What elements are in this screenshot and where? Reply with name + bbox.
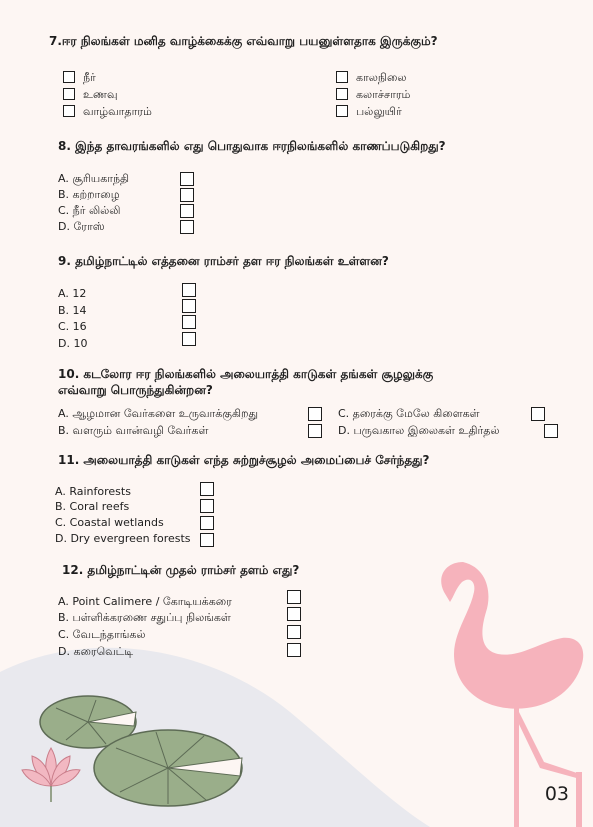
checkbox-q8-a[interactable] (180, 172, 194, 186)
option-q7-left-3: வாழ்வாதாரம் (83, 105, 152, 118)
option-q10-c: C. தரைக்கு மேலே கிளைகள் (338, 407, 480, 420)
checkbox-q12-d[interactable] (287, 643, 301, 657)
option-q9-d: D. 10 (58, 337, 88, 350)
checkbox-q10-c[interactable] (531, 407, 545, 421)
question-8: 8. இந்த தாவரங்களில் எது பொதுவாக ஈரநிலங்களில் காணப்படுகிறது? (58, 139, 446, 153)
option-q12-a: A. Point Calimere / கோடியக்கரை (58, 595, 232, 608)
checkbox-q7-left-2[interactable] (63, 88, 75, 100)
checkbox-q7-left-3[interactable] (63, 105, 75, 117)
checkbox-q9-b[interactable] (182, 299, 196, 313)
option-q9-a: A. 12 (58, 287, 87, 300)
option-q10-b: B. வளரும் வான்வழி வேர்கள் (58, 424, 209, 437)
option-q11-a: A. Rainforests (55, 485, 131, 498)
option-q12-d: D. கரைவெட்டி (58, 645, 134, 658)
option-q8-b: B. கற்றாழை (58, 188, 120, 201)
option-q11-d: D. Dry evergreen forests (55, 532, 191, 545)
question-10-line-1: 10. கடலோர ஈர நிலங்களில் அலையாத்தி காடுகள் தங்கள் சூழலுக்கு (58, 367, 434, 381)
checkbox-q10-b[interactable] (308, 424, 322, 438)
checkbox-q11-d[interactable] (200, 533, 214, 547)
checkbox-q8-b[interactable] (180, 188, 194, 202)
checkbox-q7-right-3[interactable] (336, 105, 348, 117)
question-12: 12. தமிழ்நாட்டின் முதல் ராம்சர் தளம் எது? (62, 563, 300, 577)
checkbox-q7-right-1[interactable] (336, 71, 348, 83)
option-q10-a: A. ஆழமான வேர்களை உருவாக்குகிறது (58, 407, 259, 420)
checkbox-q12-a[interactable] (287, 590, 301, 604)
checkbox-q9-d[interactable] (182, 332, 196, 346)
checkbox-q12-c[interactable] (287, 625, 301, 639)
option-q12-c: C. வேடந்தாங்கல் (58, 628, 146, 641)
checkbox-q7-left-1[interactable] (63, 71, 75, 83)
option-q7-right-1: காலநிலை (356, 71, 407, 84)
checkbox-q8-d[interactable] (180, 220, 194, 234)
checkbox-q7-right-2[interactable] (336, 88, 348, 100)
checkbox-q12-b[interactable] (287, 607, 301, 621)
option-q7-right-2: கலாச்சாரம் (356, 88, 411, 101)
option-q7-left-2: உணவு (83, 88, 118, 101)
option-q12-b: B. பள்ளிக்கரணை சதுப்பு நிலங்கள் (58, 611, 231, 624)
checkbox-q10-d[interactable] (544, 424, 558, 438)
checkbox-q11-c[interactable] (200, 516, 214, 530)
checkbox-q9-c[interactable] (182, 315, 196, 329)
question-11: 11. அலையாத்தி காடுகள் எந்த சுற்றுச்சூழல் அமைப்பைச் சேர்ந்தது? (58, 453, 430, 467)
checkbox-q9-a[interactable] (182, 283, 196, 297)
option-q7-right-3: பல்லுயிர் (356, 105, 402, 118)
checkbox-q10-a[interactable] (308, 407, 322, 421)
checkbox-q11-b[interactable] (200, 499, 214, 513)
flamingo-illustration (440, 562, 593, 827)
option-q9-c: C. 16 (58, 320, 87, 333)
question-9: 9. தமிழ்நாட்டில் எத்தனை ராம்சர் தள ஈர நிலங்கள் உள்ளன? (58, 254, 389, 268)
checkbox-q11-a[interactable] (200, 482, 214, 496)
option-q8-a: A. சூரியகாந்தி (58, 172, 130, 185)
option-q8-d: D. ரோஸ் (58, 220, 105, 233)
question-10-line-2: எவ்வாறு பொருந்துகின்றன? (58, 383, 213, 397)
option-q9-b: B. 14 (58, 304, 87, 317)
option-q11-c: C. Coastal wetlands (55, 516, 164, 529)
lotus-icon (20, 742, 82, 802)
option-q7-left-1: நீர் (83, 71, 96, 84)
page-number: 03 (544, 783, 569, 805)
option-q11-b: B. Coral reefs (55, 500, 130, 513)
option-q8-c: C. நீர் லில்லி (58, 204, 121, 217)
checkbox-q8-c[interactable] (180, 204, 194, 218)
question-7: 7.ஈர நிலங்கள் மனித வாழ்க்கைக்கு எவ்வாறு பயனுள்ளதாக இருக்கும்? (49, 34, 438, 48)
option-q10-d: D. பருவகால இலைகள் உதிர்தல் (338, 424, 500, 437)
